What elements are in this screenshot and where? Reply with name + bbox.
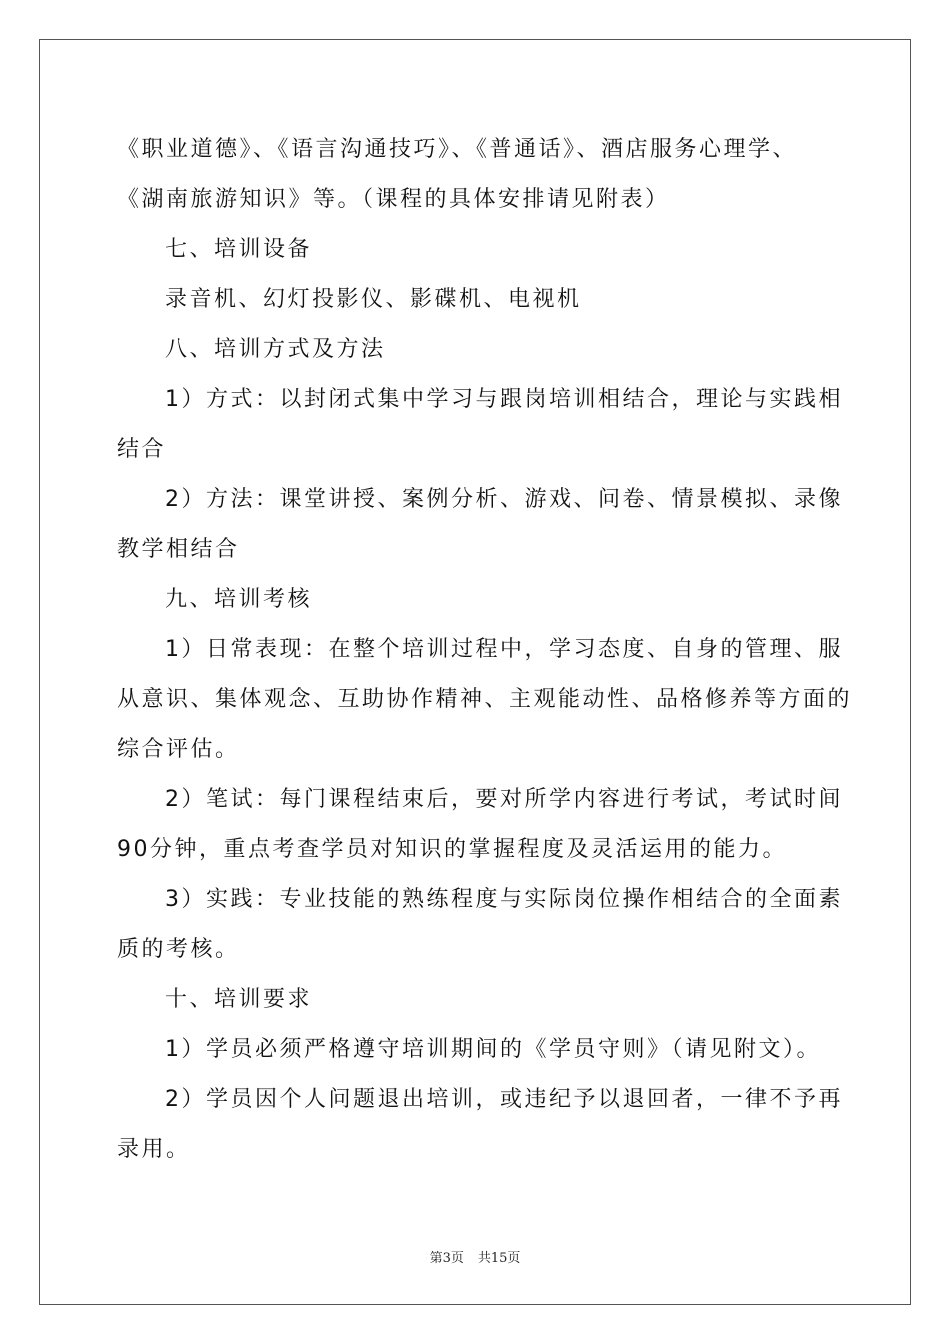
text-line: 质的考核。: [117, 937, 240, 962]
text-line: 结合: [117, 437, 167, 462]
text-line: 3）实践：专业技能的熟练程度与实际岗位操作相结合的全面素: [165, 887, 843, 912]
text-line: 从意识、集体观念、互助协作精神、主观能动性、品格修养等方面的: [117, 687, 853, 712]
section-heading: 八、培训方式及方法: [165, 337, 386, 362]
text-line: 2）笔试：每门课程结束后，要对所学内容进行考试，考试时间: [165, 787, 843, 812]
text-line: 90分钟，重点考查学员对知识的掌握程度及灵活运用的能力。: [117, 837, 787, 862]
text-line: 教学相结合: [117, 537, 240, 562]
total-pages: 共15页: [477, 1251, 521, 1266]
section-heading: 七、培训设备: [165, 237, 313, 262]
text-line: 1）方式：以封闭式集中学习与跟岗培训相结合，理论与实践相: [165, 387, 843, 412]
section-heading: 九、培训考核: [165, 587, 313, 612]
current-page-number: 第3页: [429, 1251, 464, 1266]
text-line: 1）学员必须严格遵守培训期间的《学员守则》（请见附文）。: [165, 1037, 821, 1062]
text-line: 综合评估。: [117, 737, 240, 762]
section-heading: 十、培训要求: [165, 987, 313, 1012]
text-line: 1）日常表现：在整个培训过程中，学习态度、自身的管理、服: [165, 637, 843, 662]
page-footer: [0, 1247, 950, 1266]
text-line: 录用。: [117, 1137, 191, 1162]
text-line: 《湖南旅游知识》等。（课程的具体安排请见附表）: [117, 187, 670, 212]
text-line: 2）方法：课堂讲授、案例分析、游戏、问卷、情景模拟、录像: [165, 487, 843, 512]
text-line: 录音机、幻灯投影仪、影碟机、电视机: [165, 287, 582, 312]
document-body: [117, 125, 853, 1175]
text-line: 《职业道德》、《语言沟通技巧》、《普通话》、酒店服务心理学、: [117, 137, 798, 162]
text-line: 2）学员因个人问题退出培训，或违纪予以退回者，一律不予再: [165, 1087, 843, 1112]
